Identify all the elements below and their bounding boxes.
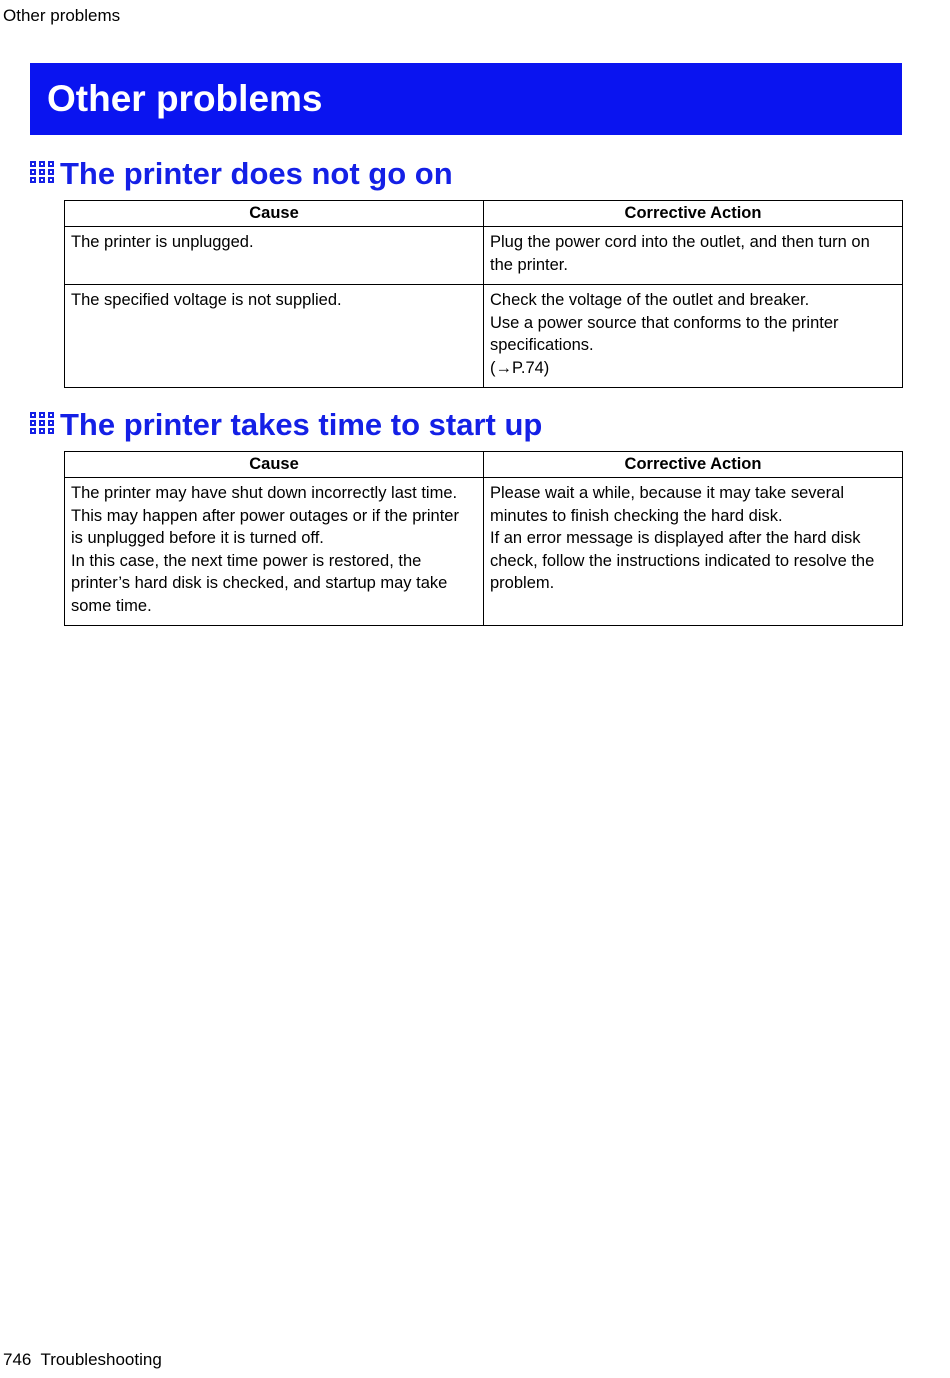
cause-text: The printer is unplugged. [71,233,254,251]
action-text: Plug the power cord into the outlet, and then turn on [490,233,870,251]
action-text: the printer. [490,255,568,274]
table-header-row [65,452,903,478]
table-header-row [65,201,903,227]
trouble-table-power [64,200,903,388]
page-number: 746 [3,1350,32,1369]
action-cell [484,227,903,285]
cause-text: is unplugged before it is turned off. [71,529,324,547]
cause-text: printer’s hard disk is checked, and startup may take [71,574,448,592]
section-heading-printer-does-not-go-on [30,156,453,192]
section-title: The printer does not go on [60,156,453,191]
cause-text: The printer may have shut down incorrectly last time. [71,484,458,502]
cause-cell [65,478,484,626]
cause-cell [65,227,484,285]
action-text: Use a power source that conforms to the printer [490,313,839,332]
column-header-corrective-action: Corrective Action [484,452,903,478]
cause-cell [65,285,484,388]
running-footer [3,1349,162,1371]
footer-section-name: Troubleshooting [40,1350,162,1369]
action-text: If an error message is displayed after the hard disk [490,529,861,547]
cause-text: some time. [71,596,152,615]
running-header: Other problems [3,6,121,25]
table-row [65,478,903,626]
cause-text: This may happen after power outages or if the printer [71,506,459,525]
table-row [65,285,903,388]
page-title: Other problems [47,78,323,119]
section-heading-printer-takes-time [30,407,542,443]
column-header-corrective-action: Corrective Action [484,201,903,227]
cause-text: In this case, the next time power is restored, the [71,551,422,570]
section-title: The printer takes time to start up [60,407,543,442]
table-row [65,227,903,285]
action-text: specifications. [490,336,594,354]
grid-bullet-icon [30,411,54,435]
trouble-table-startup [64,451,903,626]
action-cell [484,285,903,388]
cause-text: The specified voltage is not supplied. [71,291,342,309]
column-header-cause: Cause [65,201,484,227]
action-text: Please wait a while, because it may take several [490,484,845,502]
grid-bullet-icon [30,160,54,184]
action-text: Check the voltage of the outlet and breaker. [490,291,810,309]
action-text: problem. [490,574,555,592]
action-text: check, follow the instructions indicated to resolve the [490,551,875,570]
action-text: minutes to finish checking the hard disk. [490,506,783,525]
action-cell [484,478,903,626]
column-header-cause: Cause [65,452,484,478]
page-reference-link[interactable]: (→P.74) [490,358,550,377]
title-banner [30,63,902,135]
